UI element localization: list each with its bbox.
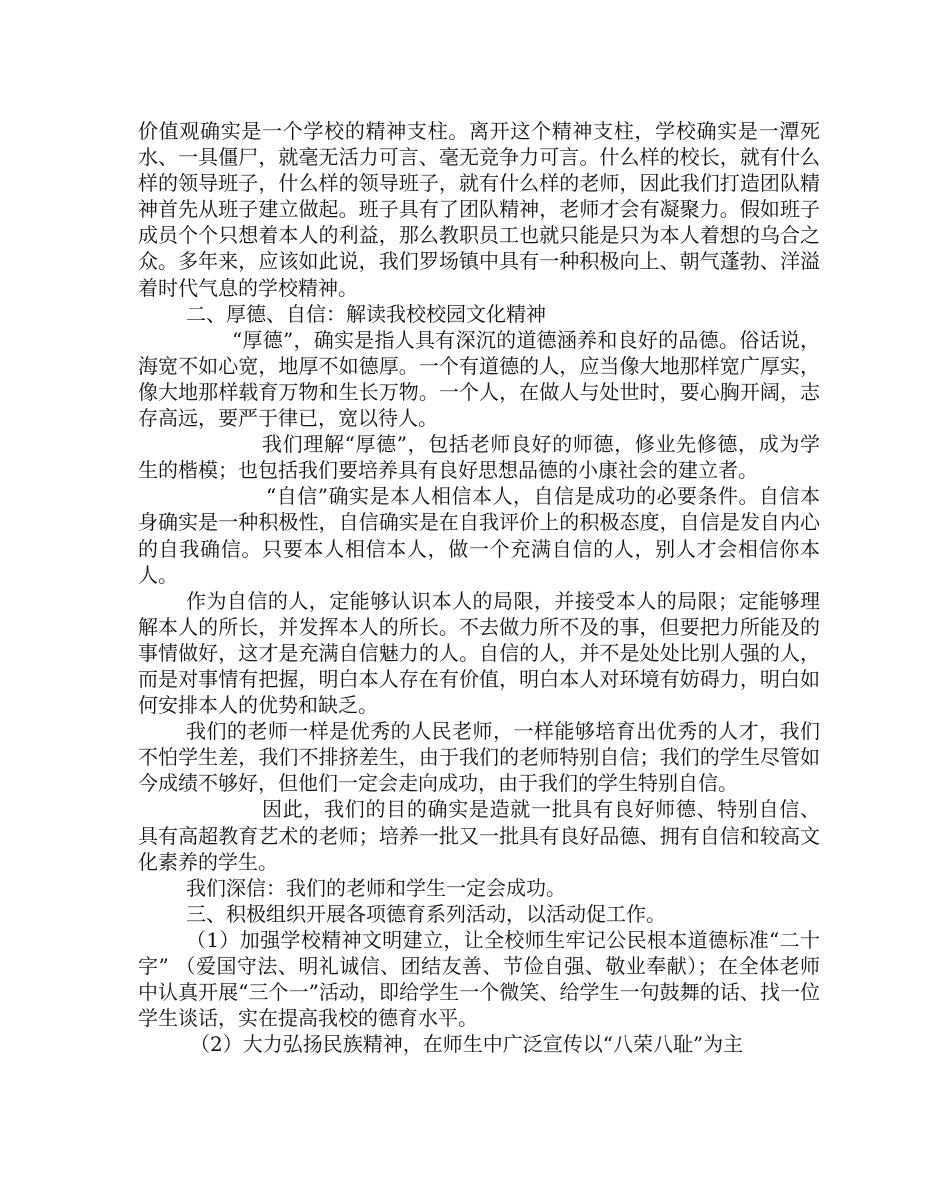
list-item-2: （2）大力弘扬民族精神，在师生中广泛宣传以“八荣八耻”为主 — [190, 1032, 744, 1057]
paragraph-zixin-definition: “自信”确实是本人相信本人，自信是成功的必要条件。自信本身确实是一种积极性，自信确实是在自我评价上的积极态度，自信是发自内心的自我确信。只要本人相信本人，做一个充满自信的人，别人才会相信你本人。 — [138, 484, 820, 587]
paragraph-houde-definition: “厚德”，确实是指人具有深沉的道德涵养和良好的品德。俗话说，海宽不如心宽，地厚不如德厚。一个有道德的人，应当像大地那样宽广厚实，像大地那样载育万物和生长万物。一个人，在做人与处世时，要心胸开阔，志存高远，要严于律已，宽以待人。 — [138, 327, 820, 431]
paragraph-1: 价值观确实是一个学校的精神支柱。离开这个精神支柱，学校确实是一潭死水、一具僵尸，就毫无活力可言、毫无竞争力可言。什么样的校长，就有什么样的领导班子，什么样的领导班子，就有什么样的老师，因此我们打造团队精神首先从班子建立做起。班子具有了团队精神，老师才会有凝聚力。假如班子成员个个只想着本人的利益，那么教职员工也就只能是只为本人着想的乌合之众。多年来，应该如此说，我们罗场镇中具有一种积极向上、朝气蓬勃、洋溢着时代气息的学校精神。 — [138, 119, 820, 300]
paragraph-belief: 我们深信：我们的老师和学生一定会成功。 — [186, 875, 566, 900]
section-heading-2: 二、厚德、自信：解读我校校园文化精神 — [186, 301, 546, 326]
paragraph-houde-understanding: 我们理解“厚德”，包括老师良好的师德，修业先修德，成为学生的楷模；也包括我们要培养具有良好思想品德的小康社会的建立者。 — [138, 432, 820, 483]
list-item-1: （1）加强学校精神文明建立，让全校师生牢记公民根本道德标准“二十字” （爱国守法、明礼诚信、团结友善、节俭自强、敬业奉献）；在全体老师中认真开展“三个一”活动，即给学生一个微笑、给学生一句鼓舞的话、找一位学生谈话，实在提高我校的德育水平。 — [138, 927, 820, 1031]
document-body — [138, 118, 820, 1057]
paragraph-goal: 因此，我们的目的确实是造就一批具有良好师德、特别自信、具有高超教育艺术的老师；培养一批又一批具有良好品德、拥有自信和较高文化素养的学生。 — [138, 797, 820, 874]
paragraph-zixin-person: 作为自信的人，定能够认识本人的局限，并接受本人的局限；定能够理解本人的所长，并发挥本人的所长。不去做力所不及的事，但要把力所能及的事情做好，这才是充满自信魅力的人。自信的人，并不是处处比别人强的人，而是对事情有把握，明白本人存在有价值，明白本人对环境有妨碍力，明白如何安排本人的优势和缺乏。 — [138, 588, 820, 718]
paragraph-teachers: 我们的老师一样是优秀的人民老师，一样能够培育出优秀的人才，我们不怕学生差，我们不排挤差生，由于我们的老师特别自信；我们的学生尽管如今成绩不够好，但他们一定会走向成功，由于我们的学生特别自信。 — [138, 719, 820, 796]
section-heading-3: 三、积极组织开展各项德育系列活动，以活动促工作。 — [186, 901, 666, 926]
